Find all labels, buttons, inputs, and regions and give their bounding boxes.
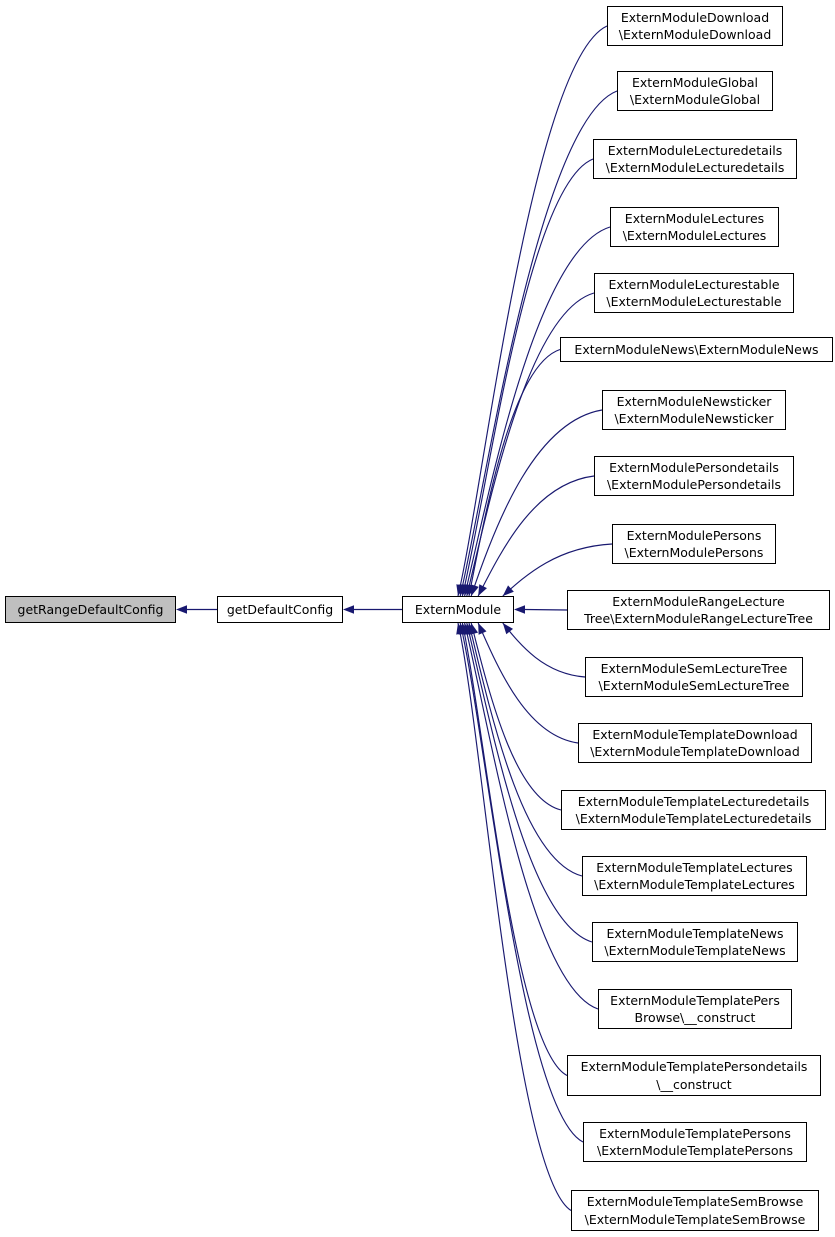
node-label: ExternModuleSemLectureTree — [600, 660, 788, 676]
node-label: ExternModuleTemplateLectures — [596, 859, 793, 875]
edge — [469, 623, 582, 876]
node-label: \ExternModuleDownload — [618, 27, 772, 42]
node-label: \ExternModuleTemplateSemBrowse — [584, 1211, 806, 1227]
node-label: \ExternModuleGlobal — [629, 92, 761, 107]
edge — [462, 623, 567, 1076]
node-label: \__construct — [656, 1076, 732, 1092]
edge — [503, 544, 612, 596]
node-label: ExternModuleTemplatePers — [610, 992, 780, 1008]
node-ExternModuleGlobal[interactable] — [617, 71, 773, 111]
edge-arrowhead — [471, 584, 479, 596]
node-label: Tree\ExternModuleRangeLectureTree — [584, 611, 813, 626]
node-label: ExternModuleLecturedetails — [607, 142, 783, 158]
node-label: \ExternModulePersondetails — [606, 477, 782, 492]
edge-arrowhead — [503, 623, 513, 634]
edge-arrowhead — [514, 605, 525, 614]
edge — [478, 623, 578, 743]
edge-arrowhead — [478, 623, 486, 635]
node-label: \ExternModuleTemplateLecturedetails — [575, 811, 812, 826]
node-ExternModuleTemplateNews[interactable] — [592, 922, 798, 962]
edge — [465, 227, 610, 596]
node-ExternModuleTemplateSemBrowse[interactable] — [571, 1190, 819, 1231]
edge — [478, 476, 594, 596]
node-ExternModuleNews[interactable] — [560, 337, 833, 362]
node-label: ExternModuleRangeLecture — [612, 593, 785, 609]
edge-arrowhead — [343, 605, 354, 614]
node-ExternModuleTemplateLecturedetails[interactable] — [561, 790, 826, 830]
node-label: \ExternModuleLecturestable — [606, 294, 782, 309]
node-ExternModuleLecturedetails[interactable] — [593, 139, 797, 179]
node-label: ExternModuleTemplateNews — [606, 925, 784, 941]
edge — [525, 610, 567, 611]
node-label: \ExternModuleTemplatePersons — [597, 1143, 793, 1158]
node-ExternModuleTemplatePersons[interactable] — [583, 1122, 807, 1162]
node-label: \ExternModuleNewsticker — [614, 411, 774, 426]
node-ExternModuleSemLectureTree[interactable] — [585, 657, 803, 697]
node-ExternModuleTemplatePersondetails[interactable] — [567, 1055, 821, 1096]
node-ExternModuleTemplateLectures[interactable] — [582, 856, 807, 896]
node-label: ExternModuleLecturestable — [608, 276, 780, 292]
edge — [503, 623, 585, 677]
node-ExternModuleTemplatePersBrowse[interactable] — [598, 989, 792, 1029]
node-label: \ExternModuleTemplateDownload — [590, 744, 800, 759]
node-label: \ExternModuleTemplateLectures — [594, 877, 795, 892]
node-ExternModule[interactable] — [402, 596, 514, 623]
node-label: ExternModuleTemplatePersons — [599, 1125, 791, 1141]
node-label: Browse\__construct — [634, 1010, 756, 1025]
edge-arrowhead — [478, 584, 487, 596]
edge — [458, 623, 571, 1211]
node-ExternModuleLecturestable[interactable] — [594, 273, 794, 313]
node-label: ExternModuleTemplatePersondetails — [580, 1059, 808, 1075]
node-label: \ExternModulePersons — [624, 545, 764, 560]
node-label: \ExternModuleLecturedetails — [605, 160, 785, 175]
edge-arrowhead — [470, 623, 478, 635]
node-ExternModuleLectures[interactable] — [610, 207, 779, 247]
edge-arrowhead — [176, 605, 187, 614]
node-label: \ExternModuleTemplateNews — [604, 943, 786, 958]
node-ExternModuleRangeLectureTree[interactable] — [567, 590, 830, 630]
node-label: ExternModuleTemplateSemBrowse — [586, 1194, 804, 1210]
node-label: ExternModuleTemplateDownload — [592, 726, 798, 742]
node-label: ExternModule — [414, 601, 502, 617]
node-label: ExternModuleDownload — [620, 9, 770, 25]
node-ExternModuleDownload[interactable] — [607, 6, 783, 46]
node-ExternModulePersondetails[interactable] — [594, 456, 794, 496]
node-label: \ExternModuleLectures — [622, 228, 767, 243]
node-getRangeDefaultConfig — [5, 596, 176, 623]
node-label: ExternModuleLectures — [624, 210, 765, 226]
node-getDefaultConfig[interactable] — [217, 596, 343, 623]
node-label: getDefaultConfig — [226, 601, 334, 617]
node-ExternModuleTemplateDownload[interactable] — [578, 723, 812, 763]
node-ExternModuleNewsticker[interactable] — [602, 390, 786, 430]
node-label: ExternModuleGlobal — [631, 74, 759, 90]
node-label: \ExternModuleSemLectureTree — [598, 678, 790, 693]
edge — [469, 350, 560, 597]
node-label: ExternModulePersons — [626, 527, 762, 543]
node-label: ExternModuleTemplateLecturedetails — [577, 793, 810, 809]
node-ExternModulePersons[interactable] — [612, 524, 776, 564]
node-label: ExternModuleNewsticker — [616, 393, 772, 409]
node-label: getRangeDefaultConfig — [17, 601, 164, 617]
node-label: ExternModuleNews\ExternModuleNews — [574, 341, 819, 357]
node-label: ExternModulePersondetails — [609, 459, 779, 475]
